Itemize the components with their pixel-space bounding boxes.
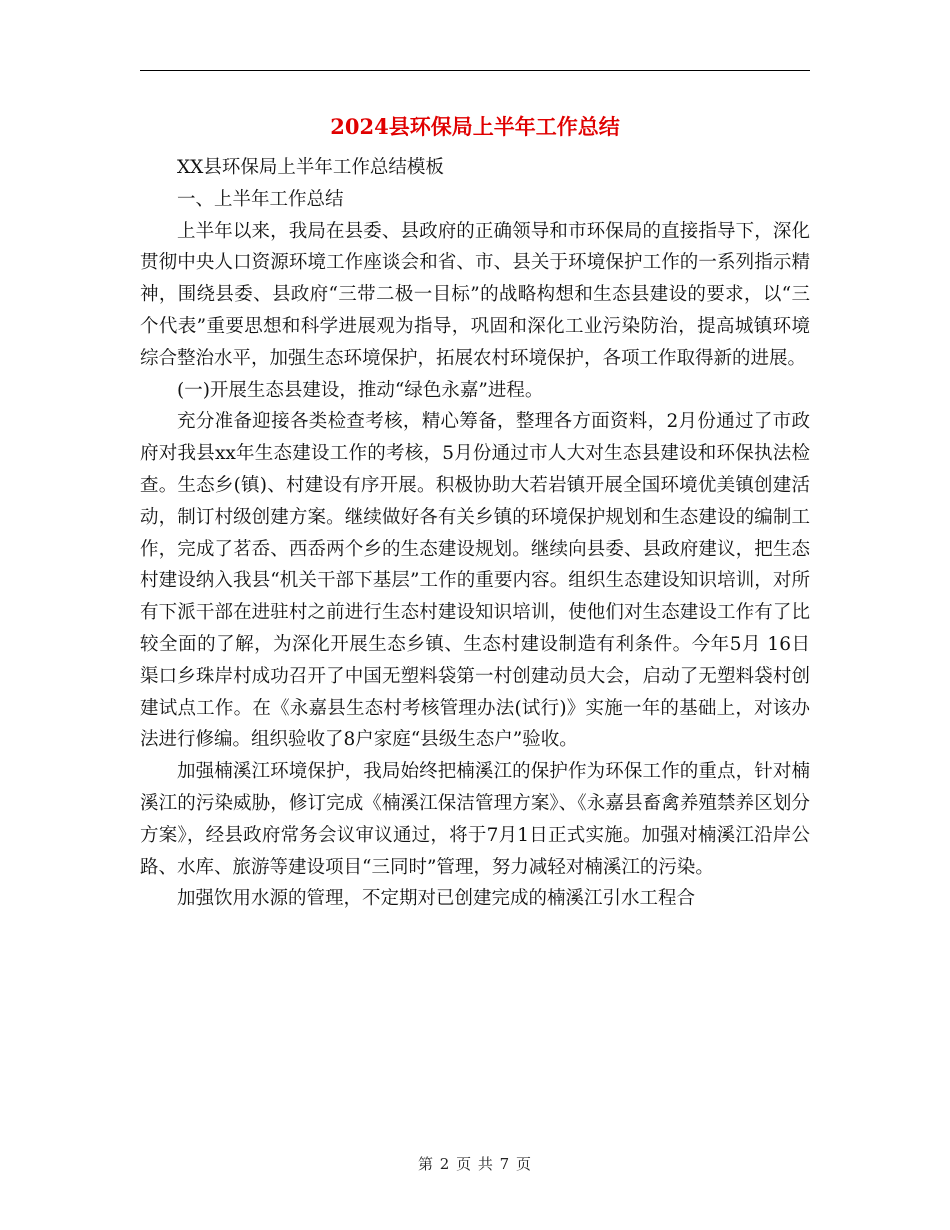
paragraph-drinking-water: 加强饮用水源的管理，不定期对已创建完成的楠溪江引水工程合 [177,888,696,910]
paragraph-eco-county: 充分准备迎接各类检查考核，精心筹备，整理各方面资料，2月份通过了市政府对我县xx年生态建设工作的考核，5月份通过市人大对生态县建设和环保执法检查。生态乡(镇)、村建设有序开展。积极协助大若岩镇开展全国环境优美镇创建活动，制订村级创建方案。继续做好各有关乡镇的环境保护规划和生态建设的编制工作，完成了茗岙、西岙两个乡的生态建设规划。继续向县委、县政府建议，把生态村建设纳入我县“机关干部下基层”工作的重要内容。组织生态建设知识培训，对所有下派干部在进驻村之前进行生态村建设知识培训，使他们对生态建设工作有了比较全面的了解，为深化开展生态乡镇、生态村建设制造有利条件。今年5月 16日渠口乡珠岸村成功召开了中国无塑料袋第一村创建动员大会，启动了无塑料袋村创建试点工作。在《永嘉县生态村考核管理办法(试行)》实施一年的基础上，对该办法进行修编。组织验收了8户家庭“县级生态户”验收。 [140,411,810,751]
header-rule [140,70,810,71]
paragraph-subtitle: XX县环保局上半年工作总结模板 [177,157,444,178]
paragraph-intro: 上半年以来，我局在县委、县政府的正确领导和市环保局的直接指导下，深化贯彻中央人口资源环境工作座谈会和省、市、县关于环境保护工作的一系列指示精神，围绕县委、县政府“三带二极一目标”的战略构想和生态县建设的要求，以“三个代表”重要思想和科学进展观为指导，巩固和深化工业污染防治，提高城镇环境综合整治水平，加强生态环境保护，拓展农村环境保护，各项工作取得新的进展。 [140,220,810,369]
paragraph-nanxi-river: 加强楠溪江环境保护，我局始终把楠溪江的保护作为环保工作的重点，针对楠溪江的污染威胁，修订完成《楠溪江保洁管理方案》、《永嘉县畜禽养殖禁养区划分方案》，经县政府常务会议审议通过，将于7月1日正式实施。加强对楠溪江沿岸公路、水库、旅游等建设项目“三同时”管理，努力减轻对楠溪江的污染。 [140,761,810,878]
page-number-footer: 第 2 页 共 7 页 [418,1155,532,1173]
document-body [140,152,810,915]
document-title: 2024县环保局上半年工作总结 [330,114,620,139]
paragraph-section-heading: 一、上半年工作总结 [177,188,344,210]
paragraph-subsection-heading: (一)开展生态县建设，推动“绿色永嘉”进程。 [177,379,544,401]
